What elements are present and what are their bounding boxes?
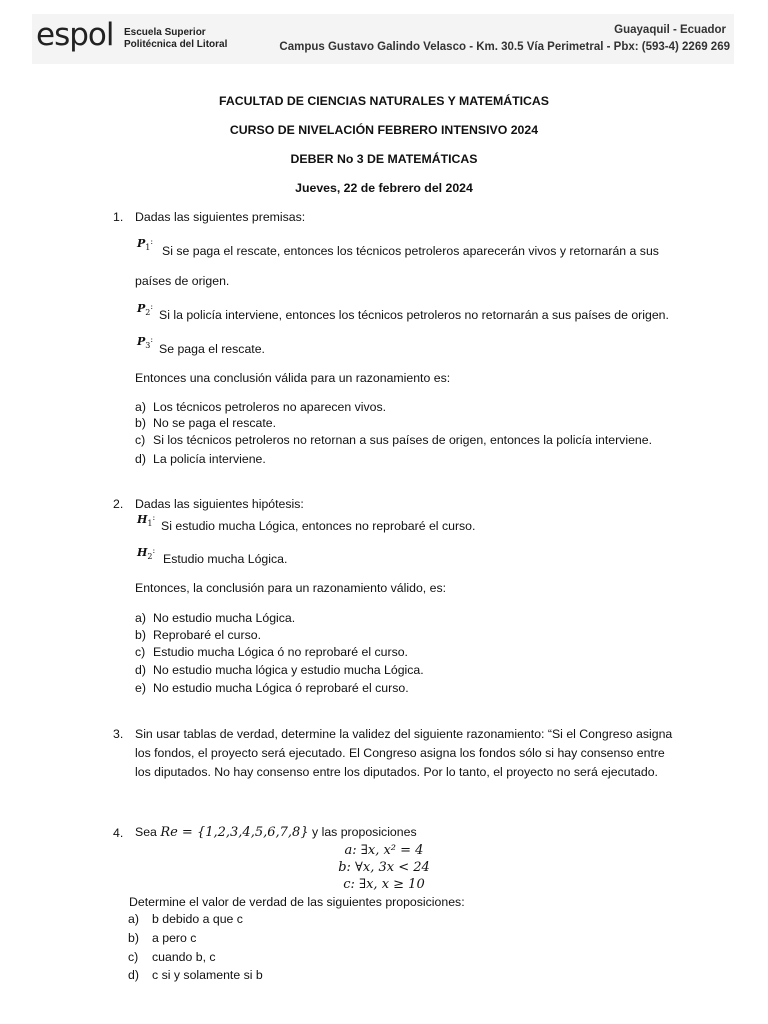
q1-option-d: d) La policía interviene. (135, 452, 266, 466)
school-name (124, 27, 227, 51)
proposition-b: b: ∀x, 3x < 24 (338, 860, 430, 875)
q3-line-1: Sin usar tablas de verdad, determine la validez del siguiente razonamiento: “Si el Congreso asigna (135, 727, 673, 741)
q4-option-a: a) b debido a que c (128, 912, 243, 926)
q2-number: 2. (113, 497, 124, 511)
date-title: Jueves, 22 de febrero del 2024 (295, 181, 473, 195)
premise-p1-text-cont: países de origen. (135, 274, 230, 288)
q1-number: 1. (113, 210, 124, 224)
hypothesis-h1-text: Si estudio mucha Lógica, entonces no reprobaré el curso. (161, 519, 476, 533)
proposition-c: c: ∃x, x ≥ 10 (343, 877, 425, 892)
premise-p3-symbol: $P_3^:$ (137, 335, 154, 351)
faculty-title: FACULTAD DE CIENCIAS NATURALES Y MATEMÁTICAS (219, 94, 549, 108)
q2-option-c: c) Estudio mucha Lógica ó no reprobaré el curso. (135, 645, 408, 659)
q2-option-b: b) Reprobaré el curso. (135, 628, 261, 642)
school-line-2: Politécnica del Litoral (124, 39, 228, 50)
q2-option-d: d) No estudio mucha lógica y estudio mucha Lógica. (135, 663, 424, 677)
q4-tail: y las proposiciones (312, 825, 417, 839)
q4-option-d: d) c si y solamente si b (128, 968, 263, 982)
q4-reference-set: Re = {1,2,3,4,5,6,7,8} (160, 825, 309, 840)
school-line-1: Escuela Superior (124, 27, 206, 38)
hypothesis-h1-symbol: $H_1^:$ (137, 513, 156, 529)
espol-logo: espol (36, 17, 114, 53)
q4-sea: Sea (135, 825, 157, 839)
premise-p3-text: Se paga el rescate. (159, 342, 265, 356)
homework-title: DEBER No 3 DE MATEMÁTICAS (290, 152, 478, 166)
q4-instruction: Determine el valor de verdad de las siguientes proposiciones: (129, 895, 465, 909)
hypothesis-h2-text: Estudio mucha Lógica. (163, 552, 288, 566)
q1-option-a: a) Los técnicos petroleros no aparecen vivos. (135, 400, 387, 414)
q4-option-b: b) a pero c (128, 931, 197, 945)
q3-line-2: los fondos, el proyecto será ejecutado. El Congreso asigna los fondos sólo si hay consenso entre (135, 746, 665, 760)
premise-p1-text: Si se paga el rescate, entonces los técnicos petroleros aparecerán vivos y retornarán a sus (162, 244, 659, 258)
q3-line-3: los diputados. No hay consenso entre los diputados. Por lo tanto, el proyecto no será ejecutado. (135, 765, 658, 779)
q1-option-c: c) Si los técnicos petroleros no retornan a sus países de origen, entonces la policía interviene. (135, 433, 652, 447)
q2-option-a: a) No estudio mucha Lógica. (135, 611, 296, 625)
q4-option-c: c) cuando b, c (128, 950, 216, 964)
q1-question: Entonces una conclusión válida para un razonamiento es: (135, 371, 451, 385)
q1-intro: Dadas las siguientes premisas: (135, 210, 306, 224)
hypothesis-h2-symbol: $H_2^:$ (137, 546, 156, 562)
q2-intro: Dadas las siguientes hipótesis: (135, 497, 304, 511)
premise-p2-symbol: $P_2^:$ (137, 302, 154, 318)
header-banner (32, 14, 734, 64)
q1-option-b: b) No se paga el rescate. (135, 416, 277, 430)
header-address: Campus Gustavo Galindo Velasco - Km. 30.5 Vía Perimetral - Pbx: (593-4) 2269 269 (279, 41, 730, 53)
q2-option-e: e) No estudio mucha Lógica ó reprobaré el curso. (135, 681, 409, 695)
premise-p1-symbol: $P_1^:$ (137, 237, 154, 253)
header-city: Guayaquil - Ecuador (614, 24, 726, 36)
q4-number: 4. (113, 826, 124, 840)
proposition-a: a: ∃x, x² = 4 (344, 843, 424, 858)
q3-number: 3. (113, 727, 124, 741)
q2-question: Entonces, la conclusión para un razonamiento válido, es: (135, 581, 447, 595)
premise-p2-text: Si la policía interviene, entonces los técnicos petroleros no retornarán a sus países de origen. (159, 308, 669, 322)
q4-statement (135, 825, 417, 840)
course-title: CURSO DE NIVELACIÓN FEBRERO INTENSIVO 2024 (229, 123, 539, 137)
